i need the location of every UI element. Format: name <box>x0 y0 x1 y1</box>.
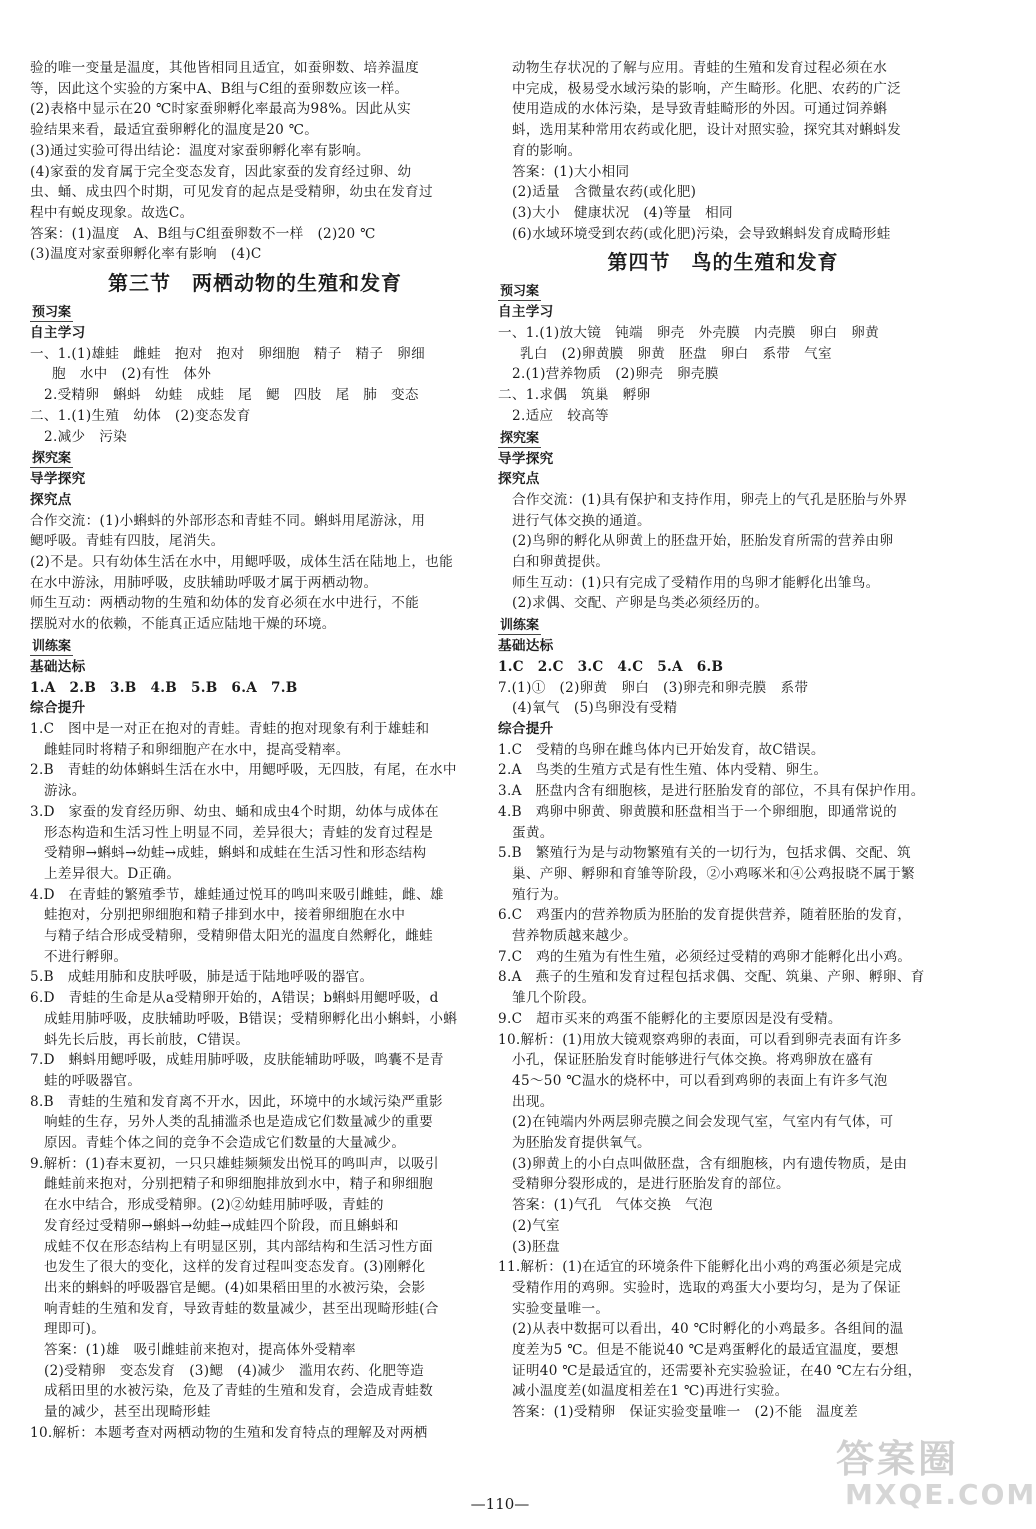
basic-answers: 1.C 2.C 3.C 4.C 5.A 6.B <box>498 658 724 675</box>
subheading: 探究点 <box>498 471 540 488</box>
text-line: 雌蛙前来抱对，分别把精子和卵细胞排放到水中，精子和卵细胞 <box>44 1176 434 1193</box>
text-line: 也发生了很大的变化，这样的发育过程叫变态发育。(3)刚孵化 <box>44 1259 426 1276</box>
text-line: 鳃呼吸。青蛙有四肢，尾消失。 <box>30 533 225 550</box>
text-line: (2)不是。只有幼体生活在水中，用鳃呼吸，成体生活在陆地上，也能 <box>30 554 454 571</box>
text-line: 2.(1)营养物质 (2)卵壳 卵壳膜 <box>512 366 719 383</box>
text-line: 7.D 蝌蚪用鳃呼吸，成蛙用肺呼吸，皮肤能辅助呼吸，鸣囊不是青 <box>30 1052 444 1069</box>
section-title: 第三节 两栖动物的生殖和发育 <box>108 271 402 296</box>
text-line: (2)从表中数据可以看出，40 ℃时孵化的小鸡最多。各组间的温 <box>512 1321 904 1338</box>
text-line: 验结果来看，最适宜蚕卵孵化的温度是20 ℃。 <box>30 122 319 139</box>
text-line: 乳白 (2)卵黄膜 卵黄 胚盘 卵白 系带 气室 <box>520 345 832 362</box>
text-line: 4.D 在青蛙的繁殖季节，雄蛙通过悦耳的鸣叫来吸引雌蛙，雌、雄 <box>30 886 444 903</box>
text-line: 育的影响。 <box>512 142 582 159</box>
text-line: 一、1.(1)雄蛙 雌蛙 抱对 抱对 卵细胞 精子 精子 卵细 <box>30 345 425 362</box>
answer-line: 答案：(1)雄 吸引雌蛙前来抱对，提高体外受精率 <box>44 1342 356 1359</box>
text-line: 蚪，选用某种常用农药或化肥，设计对照实验，探究其对蝌蚪发 <box>512 122 902 139</box>
answer-line: 答案：(1)受精卵 保证实验变量唯一 (2)不能 温度差 <box>512 1404 858 1421</box>
answer-line: (3)温度对家蚕卵孵化率有影响 (4)C <box>30 246 262 263</box>
answer-line: (2)气室 <box>512 1217 560 1234</box>
text-line: 形态构造和生活习性上明显不同，差异很大；青蛙的发育过程是 <box>44 824 434 841</box>
right-column <box>498 58 948 1423</box>
explore-label: 探究案 <box>32 451 72 467</box>
text-line: 白和卵黄提供。 <box>512 554 610 571</box>
text-line: (4)家蚕的发育属于完全变态发育，因此家蚕的发育经过卵、幼 <box>30 163 412 180</box>
preview-label: 预习案 <box>500 284 540 300</box>
text-line: 游泳。 <box>44 783 86 800</box>
text-line: 胞 水中 (2)有性 体外 <box>52 366 212 383</box>
text-line: 发育经过受精卵→蝌蚪→幼蛙→成蛙四个阶段，而且蝌蚪和 <box>44 1217 399 1234</box>
text-line: 程中有蜕皮现象。故选C。 <box>30 204 194 221</box>
text-line: 雏几个阶段。 <box>512 990 596 1007</box>
text-line: 6.C 鸡蛋内的营养物质为胚胎的发育提供营养，随着胚胎的发育， <box>498 907 912 924</box>
right-solutions <box>498 740 948 1423</box>
text-line: 2.减少 污染 <box>44 428 128 445</box>
text-line: 在水中结合，形成受精卵。(2)②幼蛙用肺呼吸，青蛙的 <box>44 1197 384 1214</box>
text-line: 蛙的呼吸器官。 <box>44 1072 142 1089</box>
subheading: 探究点 <box>30 491 72 508</box>
training-label: 训练案 <box>32 638 72 654</box>
text-line: 受精卵→蝌蚪→幼蛙→成蛙，蝌蚪和成蛙在生活习性和形态结构 <box>44 845 427 862</box>
text-line: 5.B 成蛙用肺和皮肤呼吸，肺是适于陆地呼吸的器官。 <box>30 969 374 986</box>
text-line: 蚪先长后肢，再长前肢，C错误。 <box>44 1031 250 1048</box>
section-title: 第四节 鸟的生殖和发育 <box>607 250 839 275</box>
text-line: 二、1.求偶 筑巢 孵卵 <box>498 387 651 404</box>
text-line: 雌蛙同时将精子和卵细胞产在水中，提高受精率。 <box>44 741 350 758</box>
text-line: 中完成，极易受水域污染的影响，产生畸形。化肥、农药的广泛 <box>512 80 902 97</box>
text-line: 合作交流：(1)具有保护和支持作用，卵壳上的气孔是胚胎与外界 <box>512 491 908 508</box>
text-line: 进行气体交换的通道。 <box>512 512 651 529</box>
text-line: 度差为5 ℃。但是不能说40 ℃是鸡蛋孵化的最适宜温度，要想 <box>512 1342 899 1359</box>
answer-line: (2)适量 含微量农药(或化肥) <box>512 184 697 201</box>
subheading: 自主学习 <box>30 325 86 342</box>
watermark-logo: 答案圈 <box>836 1437 960 1481</box>
text-line: 成蛙不仅在形态结构上有明显区别，其内部结构和生活习性方面 <box>44 1238 434 1255</box>
text-line: 蛙抱对，分别把卵细胞和精子排到水中，接着卵细胞在水中 <box>44 907 406 924</box>
answer-line: (3)大小 健康状况 (4)等量 相同 <box>512 204 733 221</box>
text-line: (4)氧气 (5)鸟卵没有受精 <box>512 700 678 717</box>
text-line: 4.B 鸡卵中卵黄、卵黄膜和胚盘相当于一个卵细胞，即通常说的 <box>498 803 897 820</box>
text-line: 师生互动：两栖动物的生殖和幼体的发育必须在水中进行，不能 <box>30 595 420 612</box>
training-label: 训练案 <box>500 618 540 634</box>
text-line: 验的唯一变量是温度，其他皆相同且适宜，如蚕卵数、培养温度 <box>30 60 420 76</box>
text-line: (2)求偶、交配、产卵是鸟类必须经历的。 <box>512 595 769 612</box>
page-number: —110— <box>470 1495 530 1513</box>
left-column <box>30 58 480 1444</box>
text-line: 2.适应 较高等 <box>512 407 609 424</box>
subheading: 导学探究 <box>498 450 554 467</box>
subheading: 综合提升 <box>30 700 86 717</box>
text-line: 实验变量唯一。 <box>512 1300 610 1317</box>
text-line: 2.B 青蛙的幼体蝌蚪生活在水中，用鳃呼吸，无四肢，有尾，在水中 <box>30 762 457 779</box>
text-line: 10.解析：(1)用放大镜观察鸡卵的表面，可以看到卵壳表面有许多 <box>498 1031 902 1048</box>
text-line: 6.D 青蛙的生命是从a受精卵开始的，A错误；b蝌蚪用鳃呼吸，d <box>30 990 439 1007</box>
text-line: 响蛙的生存，另外人类的乱捕滥杀也是造成它们数量减少的重要 <box>44 1114 434 1131</box>
text-line: 成蛙用肺呼吸，皮肤辅助呼吸，B错误；受精卵孵化出小蝌蚪，小蝌 <box>44 1010 458 1027</box>
text-line: 9.解析：(1)春末夏初，一只只雄蛙频频发出悦耳的鸣叫声，以吸引 <box>30 1155 439 1172</box>
text-line: 摆脱对水的依赖，不能真正适应陆地干燥的环境。 <box>30 616 336 633</box>
explore-label: 探究案 <box>500 430 540 446</box>
text-line: 3.A 胚盘内含有细胞核，是进行胚胎发育的部位，不具有保护作用。 <box>498 783 925 800</box>
text-line: 8.B 青蛙的生殖和发育离不开水，因此，环境中的水域污染严重影 <box>30 1093 443 1110</box>
text-line: 减小温度差(如温度相差在1 ℃)再进行实验。 <box>512 1383 789 1400</box>
text-line: 动物生存状况的了解与应用。青蛙的生殖和发育过程必须在水 <box>512 60 888 76</box>
answer-line: 量的减少，甚至出现畸形蛙 <box>44 1404 211 1421</box>
text-line: 3.D 家蚕的发育经历卵、幼虫、蛹和成虫4个时期，幼体与成体在 <box>30 803 439 820</box>
left-continuation-block <box>30 58 480 265</box>
text-line: (2)表格中显示在20 ℃时家蚕卵孵化率最高为98%。因此从实 <box>30 101 412 118</box>
subheading: 基础达标 <box>30 658 86 675</box>
text-line: 小孔，保证胚胎发育时能够进行气体交换。将鸡卵放在盛有 <box>512 1052 874 1069</box>
text-line: (2)鸟卵的孵化从卵黄上的胚盘开始，胚胎发育所需的营养由卵 <box>512 533 894 550</box>
text-line: 11.解析：(1)在适宜的环境条件下能孵化出小鸡的鸡蛋必须是完成 <box>498 1259 902 1276</box>
left-solutions <box>30 719 480 1444</box>
text-line: (3)卵黄上的小白点叫做胚盘，含有细胞核，内有遗传物质，是由 <box>512 1155 908 1172</box>
text-line: 师生互动：(1)只有完成了受精作用的鸟卵才能孵化出雏鸟。 <box>512 574 880 591</box>
text-line: 原因。青蛙个体之间的竞争不会造成它们数量的大量减少。 <box>44 1135 406 1152</box>
text-line: 巢、产卵、孵卵和育雏等阶段，②小鸡啄米和④公鸡报晓不属于繁 <box>512 865 915 882</box>
watermark-url: MXQE.COM <box>845 1478 1036 1511</box>
text-line: (3)通过实验可得出结论：温度对家蚕卵孵化率有影响。 <box>30 142 370 159</box>
text-line: 2.受精卵 蝌蚪 幼蛙 成蛙 尾 鳃 四肢 尾 肺 变态 <box>44 387 419 404</box>
text-line: 不进行孵卵。 <box>44 948 128 965</box>
text-line: 二、1.(1)生殖 幼体 (2)变态发育 <box>30 407 251 424</box>
subheading: 综合提升 <box>498 720 554 737</box>
answer-line: (2)受精卵 变态发育 (3)鳃 (4)减少 滥用农药、化肥等造 <box>44 1362 425 1379</box>
text-line: 出现。 <box>512 1093 554 1110</box>
text-line: 理即可)。 <box>44 1321 106 1338</box>
text-line: 受精作用的鸡卵。实验时，选取的鸡蛋大小要均匀，是为了保证 <box>512 1279 902 1296</box>
text-line: 受精卵分裂形成的，是进行胚胎发育的部位。 <box>512 1176 790 1193</box>
basic-answers: 1.A 2.B 3.B 4.B 5.B 6.A 7.B <box>30 679 298 696</box>
text-line: 9.C 超市买来的鸡蛋不能孵化的主要原因是没有受精。 <box>498 1010 842 1027</box>
text-line: 10.解析：本题考查对两栖动物的生殖和发育特点的理解及对两栖 <box>30 1424 428 1441</box>
text-line: 出来的蝌蚪的呼吸器官是鳃。(4)如果稻田里的水被污染，会影 <box>44 1279 426 1296</box>
text-line: 等，因此这个实验的方案中A、B组与C组的蚕卵数应该一样。 <box>30 80 409 97</box>
preview-label: 预习案 <box>32 305 72 321</box>
answer-line: 成稻田里的水被污染，危及了青蛙的生殖和发育，会造成青蛙数 <box>44 1383 434 1400</box>
text-line: 营养物质越来越少。 <box>512 928 638 945</box>
text-line: 一、1.(1)放大镜 钝端 卵壳 外壳膜 内壳膜 卵白 卵黄 <box>498 325 880 342</box>
text-line: 1.C 受精的鸟卵在雌鸟体内已开始发育，故C错误。 <box>498 741 825 758</box>
text-line: 7.C 鸡的生殖为有性生殖，必须经过受精的鸡卵才能孵化出小鸡。 <box>498 948 912 965</box>
text-line: 与精子结合形成受精卵，受精卵借太阳光的温度自然孵化，雌蛙 <box>44 928 434 945</box>
text-line: 蛋黄。 <box>512 824 554 841</box>
text-line: 使用造成的水体污染，是导致青蛙畸形的外因。可通过饲养蝌 <box>512 101 888 118</box>
answer-line: (6)水域环境受到农药(或化肥)污染，会导致蝌蚪发育成畸形蛙 <box>512 225 891 242</box>
text-line: 响青蛙的生殖和发育，导致青蛙的数量减少，甚至出现畸形蛙(合 <box>44 1300 439 1317</box>
text-line: 上差异很大。D正确。 <box>44 865 181 882</box>
right-continuation-block <box>498 58 948 244</box>
text-line: 45～50 ℃温水的烧杯中，可以看到鸡卵的表面上有许多气泡 <box>512 1072 888 1089</box>
answer-line: 答案：(1)大小相同 <box>512 163 630 180</box>
subheading: 自主学习 <box>498 304 554 321</box>
text-line: 1.C 图中是一对正在抱对的青蛙。青蛙的抱对现象有利于雄蛙和 <box>30 720 430 737</box>
text-line: (2)在钝端内外两层卵壳膜之间会发现气室，气室内有气体，可 <box>512 1114 894 1131</box>
answer-line: 答案：(1)气孔 气体交换 气泡 <box>512 1197 713 1214</box>
text-line: 合作交流：(1)小蝌蚪的外部形态和青蛙不同。蝌蚪用尾游泳，用 <box>30 512 426 529</box>
text-line: 2.A 鸟类的生殖方式是有性生殖、体内受精、卵生。 <box>498 762 828 779</box>
answer-line: 答案：(1)温度 A、B组与C组蚕卵数不一样 (2)20 ℃ <box>30 225 376 242</box>
text-line: 8.A 燕子的生殖和发育过程包括求偶、交配、筑巢、产卵、孵卵、育 <box>498 969 925 986</box>
subheading: 导学探究 <box>30 471 86 488</box>
text-line: 虫、蛹、成虫四个时期，可见发育的起点是受精卵，幼虫在发育过 <box>30 184 433 201</box>
text-line: 殖行为。 <box>512 886 568 903</box>
subheading: 基础达标 <box>498 638 554 655</box>
text-line: 在水中游泳，用肺呼吸，皮肤辅助呼吸才属于两栖动物。 <box>30 574 378 591</box>
text-line: 证明40 ℃是最适宜的，还需要补充实验验证，在40 ℃左右分组， <box>512 1362 922 1379</box>
text-line: 5.B 繁殖行为是与动物繁殖有关的一切行为，包括求偶、交配、筑 <box>498 845 911 862</box>
answer-line: (3)胚盘 <box>512 1238 560 1255</box>
text-line: 为胚胎发育提供氧气。 <box>512 1135 651 1152</box>
text-line: 7.(1)① (2)卵黄 卵白 (3)卵壳和卵壳膜 系带 <box>498 679 809 696</box>
